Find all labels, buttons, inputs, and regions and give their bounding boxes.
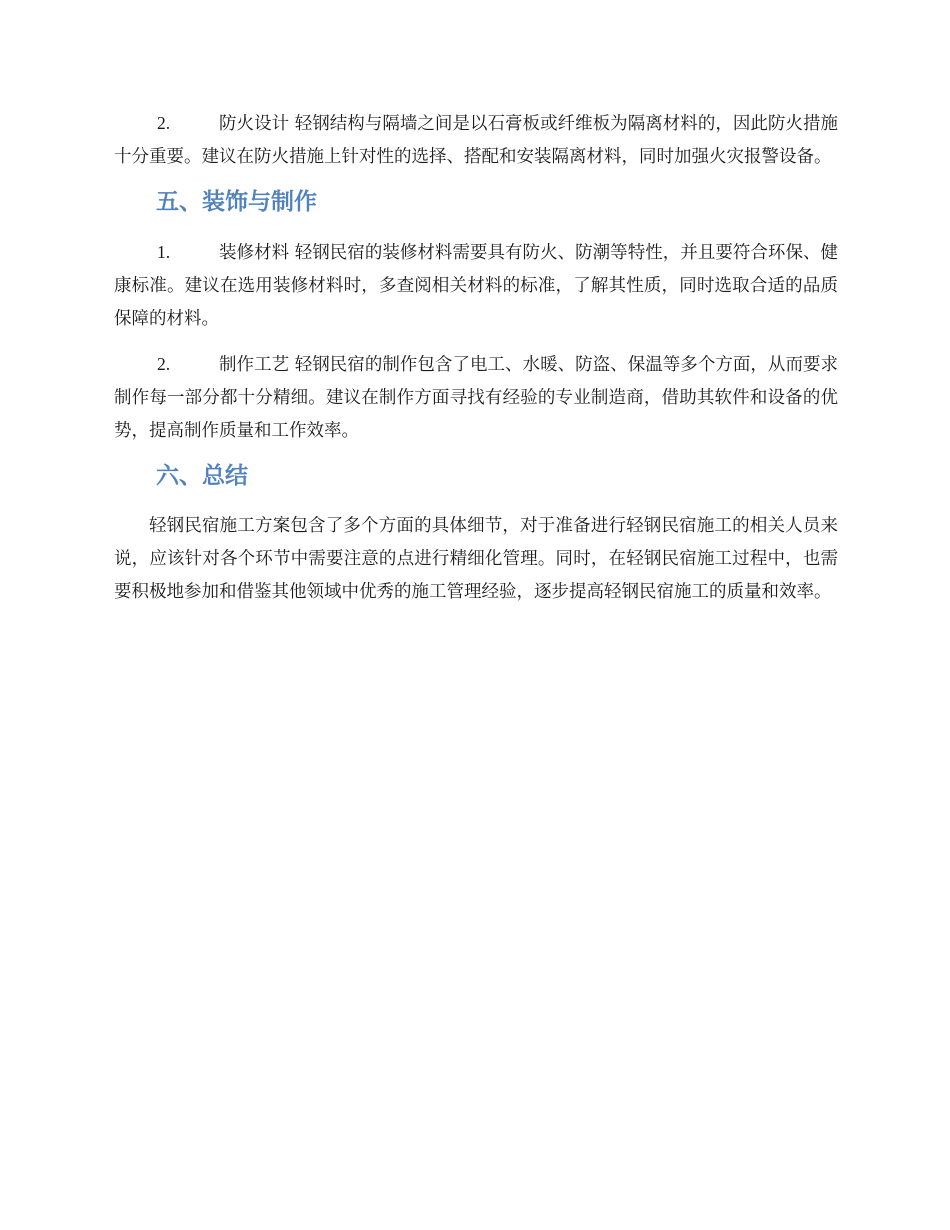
list-item-text: 防火设计 轻钢结构与隔墙之间是以石膏板或纤维板为隔离材料的，因此防火措施十分重要。建议在防火措施上针对性的选择、搭配和安装隔离材料，同时加强火灾报警设备。 <box>114 114 838 167</box>
section-heading-decoration: 五、装饰与制作 <box>156 189 317 215</box>
list-item-text: 装修材料 轻钢民宿的装修材料需要具有防火、防潮等特性，并且要符合环保、健康标准。建议在选用装修材料时，多查阅相关材料的标准，了解其性质，同时选取合适的品质保障的材料。 <box>114 243 838 329</box>
list-item-decoration-materials <box>114 236 838 336</box>
list-item-text: 制作工艺 轻钢民宿的制作包含了电工、水暖、防盗、保温等多个方面，从而要求制作每一部分都十分精细。建议在制作方面寻找有经验的专业制造商，借助其软件和设备的优势，提高制作质量和工作效率。 <box>114 355 838 441</box>
list-item-number: 2. <box>157 354 171 374</box>
section-heading-summary: 六、总结 <box>156 463 248 489</box>
list-item-number: 1. <box>157 242 171 262</box>
list-item-fire-design <box>114 107 838 174</box>
list-item-number: 2. <box>157 113 171 133</box>
summary-paragraph: 轻钢民宿施工方案包含了多个方面的具体细节，对于准备进行轻钢民宿施工的相关人员来说，应该针对各个环节中需要注意的点进行精细化管理。同时，在轻钢民宿施工过程中，也需要积极地参加和借鉴其他领域中优秀的施工管理经验，逐步提高轻钢民宿施工的质量和效率。 <box>114 516 838 602</box>
list-item-production-process <box>114 348 838 448</box>
document-content <box>114 107 838 621</box>
